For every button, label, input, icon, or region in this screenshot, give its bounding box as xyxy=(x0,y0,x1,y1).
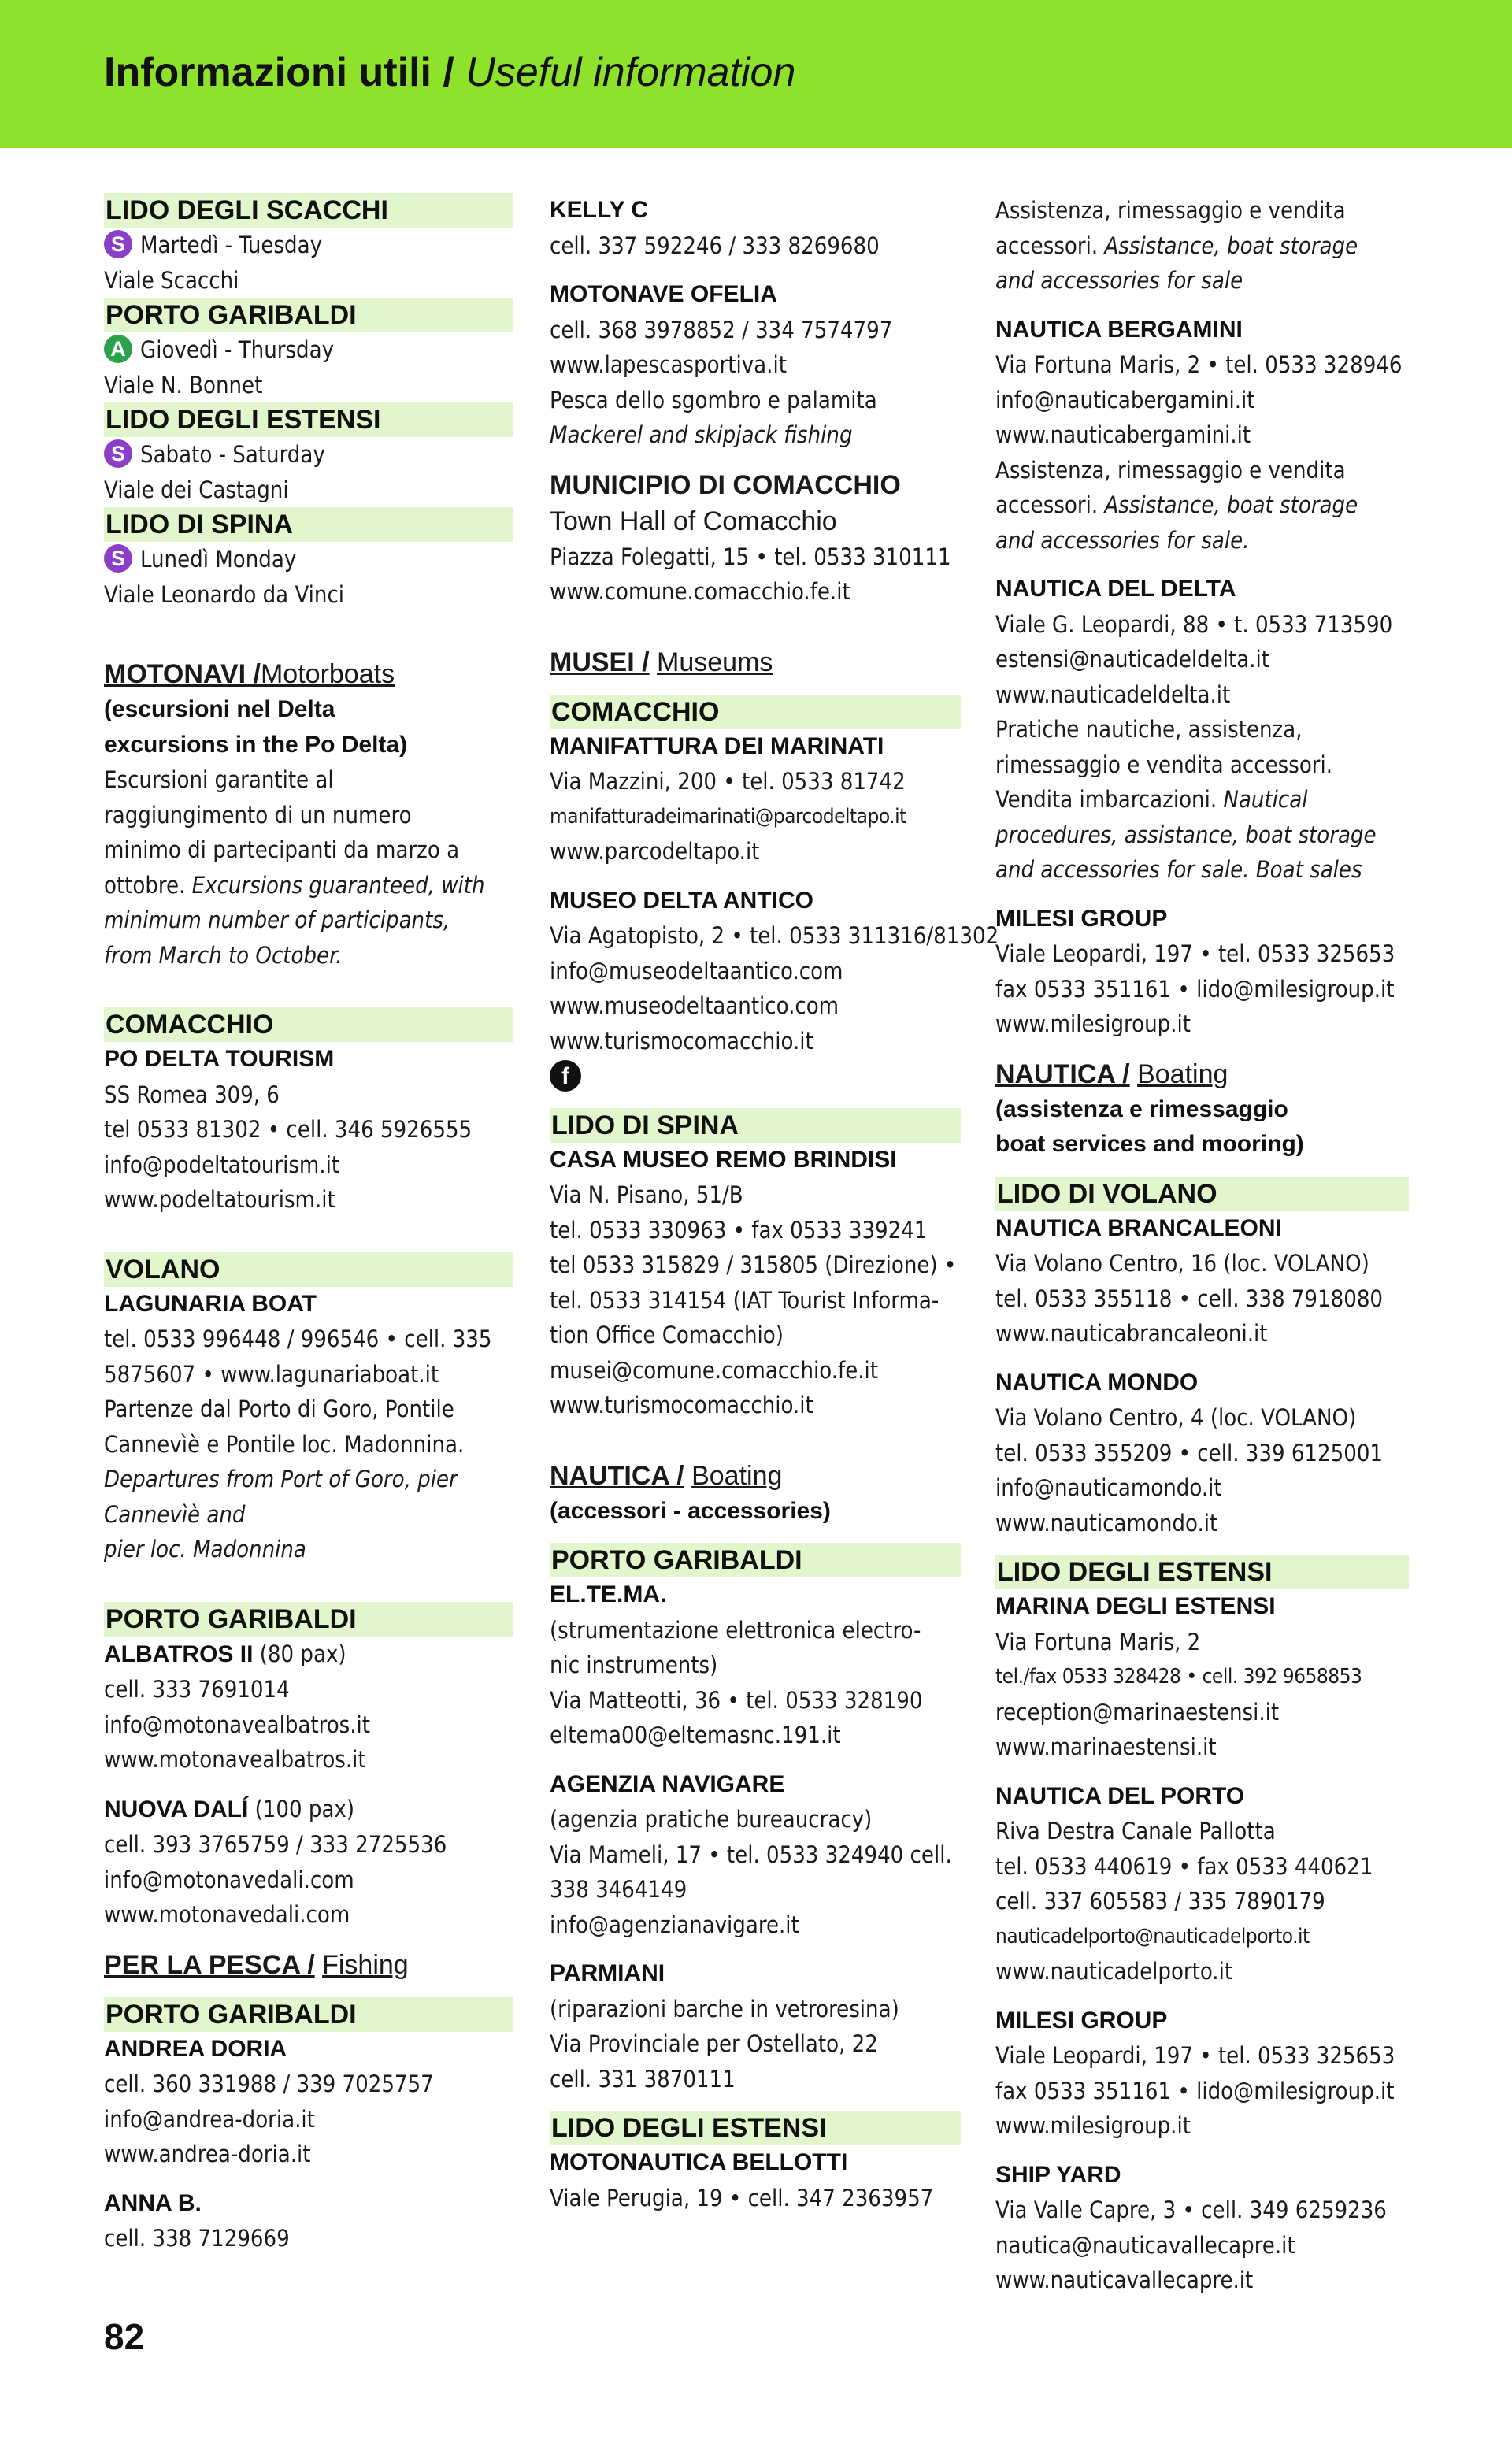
entry-email[interactable]: manifatturadeimarinati@parcodeltapo.it xyxy=(550,804,906,829)
entry-line: cell. 360 331988 / 339 7025757 xyxy=(104,2070,434,2097)
entry-website[interactable]: www.nauticadelporto.it xyxy=(995,1958,1233,1985)
entry-name: KELLY C xyxy=(550,197,649,223)
market-place: PORTO GARIBALDI xyxy=(104,298,513,332)
entry-line: Cannevìè e Pontile loc. Madonnina. xyxy=(104,1430,465,1458)
entry-line-en: Departures from Port of Goro, pier xyxy=(104,1466,458,1492)
page-title xyxy=(104,49,795,96)
entry-line: (agenzia pratiche bureaucracy) xyxy=(550,1806,873,1833)
entry-email[interactable]: info@agenzianavigare.it xyxy=(550,1911,799,1938)
text-line: accessori. xyxy=(995,232,1099,259)
entry-line: tel. 0533 330963 • fax 0533 339241 xyxy=(550,1216,928,1244)
location-bar: COMACCHIO xyxy=(104,1007,513,1042)
entry-line: tel. 0533 314154 (IAT Tourist Informa- xyxy=(550,1286,939,1314)
entry-line: Partenze dal Porto di Goro, Pontile xyxy=(104,1396,454,1422)
entry-name: NAUTICA DEL PORTO xyxy=(995,1782,1245,1809)
entry-website[interactable]: www.podeltatourism.it xyxy=(104,1186,335,1213)
entry-line: Pratiche nautiche, assistenza, xyxy=(995,716,1303,743)
entry-line-en: Cannevìè and xyxy=(104,1500,246,1528)
entry-line: tel 0533 81302 • cell. 346 5926555 xyxy=(104,1116,472,1143)
entry-name: CASA MUSEO REMO BRINDISI xyxy=(550,1146,897,1173)
text-line-en: and accessories for sale xyxy=(995,267,1243,294)
entry-email[interactable]: musei@comune.comacchio.fe.it xyxy=(550,1356,879,1384)
entry-name: PARMIANI xyxy=(550,1960,665,1986)
entry-line: Riva Destra Canale Pallotta xyxy=(995,1818,1276,1844)
section-nautica: NAUTICA / Boating xyxy=(550,1460,783,1491)
entry-name: NAUTICA BRANCALEONI xyxy=(995,1214,1282,1241)
entry-name: NAUTICA BERGAMINI xyxy=(995,316,1243,343)
entry-line: Via Fortuna Maris, 2 • tel. 0533 328946 xyxy=(995,351,1403,378)
text-line: ottobre. xyxy=(104,871,186,899)
entry-line: Via Volano Centro, 4 (loc. VOLANO) xyxy=(995,1404,1357,1431)
entry-website[interactable]: www.milesigroup.it xyxy=(995,2112,1191,2139)
entry-line: tel. 0533 440619 • fax 0533 440621 xyxy=(995,1852,1373,1880)
entry-line: Viale Perugia, 19 • cell. 347 2363957 xyxy=(550,2184,934,2211)
section-nautica-2: NAUTICA / Boating xyxy=(995,1058,1228,1089)
entry-name: LAGUNARIA BOAT xyxy=(104,1290,317,1317)
entry-email[interactable]: info@museodeltaantico.com xyxy=(550,957,843,984)
entry-line: Via Matteotti, 36 • tel. 0533 328190 xyxy=(550,1686,923,1714)
entry-email[interactable]: reception@marinaestensi.it xyxy=(995,1698,1280,1726)
entry-line: Via Fortuna Maris, 2 xyxy=(995,1628,1201,1655)
entry-email[interactable]: nautica@nauticavallecapre.it xyxy=(995,2231,1295,2259)
entry-line: fax 0533 351161 • lido@milesigroup.it xyxy=(995,2077,1395,2104)
entry-name: ANDREA DORIA xyxy=(104,2035,287,2062)
entry-line: tel. 0533 355118 • cell. 338 7918080 xyxy=(995,1285,1384,1312)
location-bar: LIDO DI VOLANO xyxy=(995,1177,1409,1211)
entry-website[interactable]: www.nauticamondo.it xyxy=(995,1509,1218,1537)
entry-website[interactable]: www.nauticabergamini.it xyxy=(995,421,1251,448)
entry-name: MILESI GROUP xyxy=(995,2007,1168,2033)
text-line: raggiungimento di un numero xyxy=(104,801,412,829)
entry-name: MARINA DEGLI ESTENSI xyxy=(995,1593,1276,1619)
entry-line: cell. 338 7129669 xyxy=(104,2225,290,2252)
entry-email[interactable]: nauticadelporto@nauticadelporto.it xyxy=(995,1924,1310,1948)
entry-name: EL.TE.MA. xyxy=(550,1581,667,1607)
entry-line: Via Volano Centro, 16 (loc. VOLANO) xyxy=(995,1250,1369,1277)
entry-line: 5875607 • www.lagunariaboat.it xyxy=(104,1360,439,1388)
entry-line: fax 0533 351161 • lido@milesigroup.it xyxy=(995,975,1395,1003)
entry-line-en: Mackerel and skipjack fishing xyxy=(550,421,853,448)
entry-email[interactable]: info@podeltatourism.it xyxy=(104,1151,340,1178)
text-line: Assistenza, rimessaggio e vendita xyxy=(995,197,1346,224)
market-s-icon: S xyxy=(104,439,132,468)
text-line-en: Excursions guaranteed, with xyxy=(191,871,485,899)
facebook-icon[interactable]: f xyxy=(550,1060,581,1092)
text-line-en: and accessories for sale. xyxy=(995,526,1250,554)
entry-line: cell. 333 7691014 xyxy=(104,1676,290,1703)
entry-name: MANIFATTURA DEI MARINATI xyxy=(550,732,884,759)
title-it: Informazioni utili / xyxy=(104,50,454,95)
section-motonavi: MOTONAVI /Motorboats xyxy=(104,659,395,689)
entry-website[interactable]: www.nauticavallecapre.it xyxy=(995,2267,1254,2293)
entry-name: PO DELTA TOURISM xyxy=(104,1046,335,1072)
market-place: LIDO DEGLI ESTENSI xyxy=(104,402,513,437)
entry-line: Via Mameli, 17 • tel. 0533 324940 cell. xyxy=(550,1841,952,1868)
location-bar: LIDO DEGLI ESTENSI xyxy=(550,2111,961,2145)
entry-line: SS Romea 309, 6 xyxy=(104,1081,280,1108)
entry-line: Pesca dello sgombro e palamita xyxy=(550,386,877,413)
entry-name: AGENZIA NAVIGARE xyxy=(550,1770,785,1797)
entry-line: Viale Leopardi, 197 • tel. 0533 325653 xyxy=(995,940,1395,967)
location-bar: LIDO DI SPINA xyxy=(550,1108,961,1143)
text-line: Escursioni garantite al xyxy=(104,766,334,793)
subtitle: (accessori - accessories) xyxy=(550,1497,831,1524)
location-bar: VOLANO xyxy=(104,1252,513,1287)
entry-line: Piazza Folegatti, 15 • tel. 0533 310111 xyxy=(550,543,951,570)
municipio-subtitle: Town Hall of Comacchio xyxy=(550,506,837,536)
entry-line: Assistenza, rimessaggio e vendita xyxy=(995,456,1346,484)
entry-line: Via Valle Capre, 3 • cell. 349 6259236 xyxy=(995,2196,1387,2223)
entry-name: MOTONAVE OFELIA xyxy=(550,281,777,307)
entry-name: MOTONAUTICA BELLOTTI xyxy=(550,2149,848,2175)
market-s-icon: S xyxy=(104,544,132,573)
entry-line: tel. 0533 996448 / 996546 • cell. 335 xyxy=(104,1325,492,1352)
entry-name: SHIP YARD xyxy=(995,2161,1121,2188)
text-line: minimo di partecipanti da marzo a xyxy=(104,836,460,863)
entry-email[interactable]: info@nauticabergamini.it xyxy=(995,386,1255,413)
location-bar: PORTO GARIBALDI xyxy=(104,1602,513,1637)
page-header xyxy=(0,0,1512,148)
entry-line: Via N. Pisano, 51/B xyxy=(550,1181,743,1208)
entry-website[interactable]: www.museodeltaantico.com xyxy=(550,992,839,1019)
entry-line: Via Mazzini, 200 • tel. 0533 81742 xyxy=(550,768,906,795)
text-line-en: procedures, assistance, boat storage xyxy=(995,821,1377,848)
location-bar: PORTO GARIBALDI xyxy=(104,1997,513,2032)
page-number: 82 xyxy=(104,2316,145,2357)
text-line-en: Assistance, boat storage xyxy=(1104,232,1358,259)
entry-capacity: (80 pax) xyxy=(259,1640,346,1667)
column-1 xyxy=(104,193,513,2256)
subtitle: excursions in the Po Delta) xyxy=(104,731,408,758)
location-bar: PORTO GARIBALDI xyxy=(550,1543,961,1577)
entry-line: nic instruments) xyxy=(550,1652,718,1678)
text-line-en: Assistance, boat storage xyxy=(1104,491,1358,518)
text-line-en: Nautical xyxy=(1223,786,1308,813)
market-street: Viale N. Bonnet xyxy=(104,371,263,399)
entry-website[interactable]: www.parcodeltapo.it xyxy=(550,838,760,865)
entry-capacity: (100 pax) xyxy=(254,1795,355,1822)
entry-line: 338 3464149 xyxy=(550,1876,687,1903)
market-s-icon: S xyxy=(104,230,132,258)
entry-line: Viale G. Leopardi, 88 • t. 0533 713590 xyxy=(995,610,1393,638)
market-day: Sabato - Saturday xyxy=(140,441,325,468)
entry-email[interactable]: info@motonavealbatros.it xyxy=(104,1711,371,1738)
subtitle: boat services and mooring) xyxy=(995,1131,1304,1157)
market-day: Martedì - Tuesday xyxy=(140,232,323,258)
entry-line: (riparazioni barche in vetroresina) xyxy=(550,1995,899,2022)
subtitle: (assistenza e rimessaggio xyxy=(995,1095,1288,1122)
entry-website[interactable]: www.motonavealbatros.it xyxy=(104,1746,366,1773)
location-bar: LIDO DEGLI ESTENSI xyxy=(995,1555,1409,1589)
entry-website[interactable]: www.lapescasportiva.it xyxy=(550,351,787,378)
entry-website[interactable]: www.milesigroup.it xyxy=(995,1010,1191,1037)
market-place: LIDO DI SPINA xyxy=(104,507,513,542)
entry-line: rimessaggio e vendita accessori. xyxy=(995,751,1333,778)
entry-name: MILESI GROUP xyxy=(995,905,1168,932)
entry-line: Via Provinciale per Ostellato, 22 xyxy=(550,2030,878,2057)
entry-website[interactable]: www.turismocomacchio.it xyxy=(550,1392,813,1418)
entry-website[interactable]: www.nauticadeldelta.it xyxy=(995,680,1231,708)
market-place: LIDO DEGLI SCACCHI xyxy=(104,193,513,228)
entry-line: cell. 337 592246 / 333 8269680 xyxy=(550,232,880,259)
entry-line-en: pier loc. Madonnina xyxy=(104,1536,306,1563)
section-musei: MUSEI / Museums xyxy=(550,647,773,677)
title-en: Useful information xyxy=(465,50,796,95)
entry-website[interactable]: www.turismocomacchio.it xyxy=(550,1027,813,1055)
entry-email[interactable]: info@motonavedali.com xyxy=(104,1866,354,1893)
entry-name: ANNA B. xyxy=(104,2189,202,2216)
text-line: accessori. xyxy=(995,491,1099,518)
entry-website[interactable]: www.motonavedali.com xyxy=(104,1901,350,1928)
market-street: Viale dei Castagni xyxy=(104,476,289,503)
entry-line: cell. 393 3765759 / 333 2725536 xyxy=(104,1831,447,1858)
text-line-en: from March to October. xyxy=(104,941,343,969)
text-line-en: and accessories for sale. Boat sales xyxy=(995,856,1362,883)
entry-line: cell. 331 3870111 xyxy=(550,2065,736,2093)
entry-email[interactable]: info@nauticamondo.it xyxy=(995,1474,1222,1501)
entry-website[interactable]: www.nauticabrancaleoni.it xyxy=(995,1320,1268,1347)
entry-line: Via Agatopisto, 2 • tel. 0533 311316/81302 xyxy=(550,922,999,949)
column-3 xyxy=(995,193,1409,2298)
entry-line: tel./fax 0533 328428 • cell. 392 9658853 xyxy=(995,1665,1362,1689)
entry-website[interactable]: www.andrea-doria.it xyxy=(104,2141,311,2167)
market-a-icon: A xyxy=(104,335,132,363)
markets-list xyxy=(104,193,513,612)
entry-email[interactable]: info@andrea-doria.it xyxy=(104,2105,315,2133)
entry-line: (strumentazione elettronica electro- xyxy=(550,1616,921,1644)
entry-name: NAUTICA MONDO xyxy=(995,1369,1199,1396)
subtitle: (escursioni nel Delta xyxy=(104,696,335,722)
entry-email[interactable]: eltema00@eltemasnc.191.it xyxy=(550,1722,841,1748)
entry-line: Viale Leopardi, 197 • tel. 0533 325653 xyxy=(995,2042,1395,2069)
entry-line: tel 0533 315829 / 315805 (Direzione) • xyxy=(550,1251,957,1278)
entry-email[interactable]: estensi@nauticadeldelta.it xyxy=(995,646,1269,673)
entry-name: ALBATROS II xyxy=(104,1640,254,1667)
market-street: Viale Scacchi xyxy=(104,266,239,294)
entry-line: cell. 368 3978852 / 334 7574797 xyxy=(550,316,893,343)
market-day: Giovedì - Thursday xyxy=(140,336,335,363)
entry-name: MUSEO DELTA ANTICO xyxy=(550,887,813,914)
text-line: Vendita imbarcazioni. xyxy=(995,786,1217,813)
section-pesca: PER LA PESCA / Fishing xyxy=(104,1949,409,1980)
municipio-title: MUNICIPIO DI COMACCHIO xyxy=(550,469,901,500)
entry-name: NUOVA DALÍ xyxy=(104,1796,249,1822)
location-bar: COMACCHIO xyxy=(550,695,961,729)
entry-line: tion Office Comacchio) xyxy=(550,1322,784,1348)
text-line-en: minimum number of participants, xyxy=(104,906,450,933)
entry-line: tel. 0533 355209 • cell. 339 6125001 xyxy=(995,1439,1384,1466)
entry-website[interactable]: www.comune.comacchio.fe.it xyxy=(550,578,850,605)
market-street: Viale Leonardo da Vinci xyxy=(104,580,345,608)
entry-line: cell. 337 605583 / 335 7890179 xyxy=(995,1888,1325,1915)
column-2 xyxy=(550,193,999,2215)
entry-website[interactable]: www.marinaestensi.it xyxy=(995,1733,1217,1760)
market-day: Lunedì Monday xyxy=(140,546,297,573)
entry-name: NAUTICA DEL DELTA xyxy=(995,576,1236,602)
